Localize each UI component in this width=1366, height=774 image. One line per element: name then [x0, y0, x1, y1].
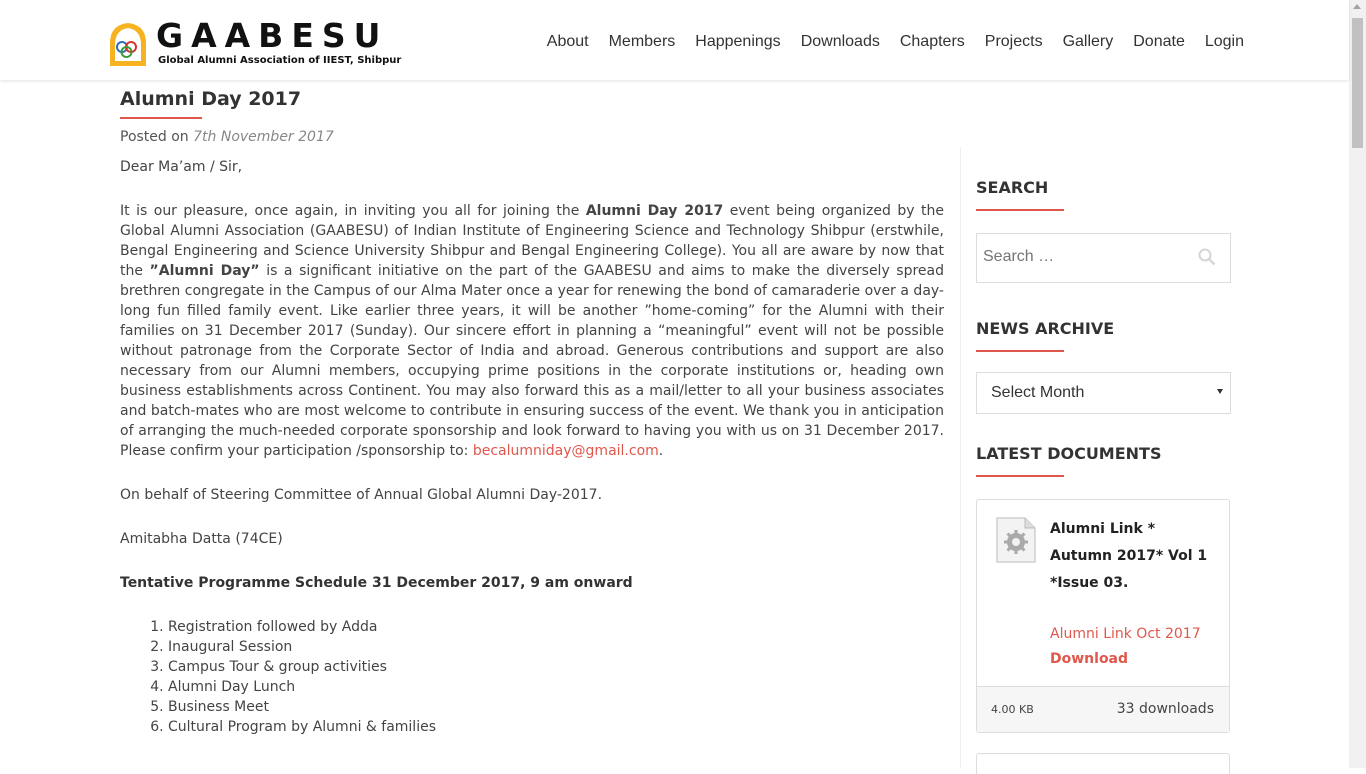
main-nav [547, 33, 1244, 51]
schedule-heading: Tentative Programme Schedule 31 December 2017, 9 am onward [120, 575, 633, 591]
document-link[interactable]: Alumni Link Oct 2017 [1050, 626, 1201, 642]
document-card-body [977, 500, 1229, 686]
list-item: 4. Alumni Day Lunch [168, 677, 944, 697]
nav-login[interactable]: Login [1204, 33, 1244, 50]
list-item: 2. Inaugural Session [168, 637, 944, 657]
nav-members[interactable]: Members [608, 33, 676, 50]
list-item: 6. Cultural Program by Alumni & families [168, 717, 944, 737]
download-link[interactable]: Download [1050, 651, 1129, 667]
sidebar [976, 80, 1230, 774]
schedule-list [120, 617, 944, 737]
document-card [976, 499, 1230, 733]
site-header [0, 0, 1349, 80]
document-gear-icon[interactable] [995, 516, 1037, 564]
site-logo[interactable] [106, 16, 406, 70]
search-icon[interactable] [1198, 248, 1216, 266]
nav-about[interactable]: About [546, 33, 589, 50]
title-underline [120, 117, 202, 119]
list-item: 3. Campus Tour & group activities [168, 657, 944, 677]
document-title[interactable]: Alumni Link * Autumn 2017* Vol 1 *Issue 03. [1050, 521, 1208, 591]
archive-widget-title: NEWS ARCHIVE [976, 319, 1115, 338]
post-article [120, 80, 944, 737]
invitation-paragraph [120, 201, 944, 461]
widget-underline [976, 209, 1064, 211]
document-size: 4.00 KB [991, 703, 1034, 716]
alumni-day-emphasis: ”Alumni Day” [149, 263, 260, 279]
search-widget-title: SEARCH [976, 178, 1049, 197]
archive-month-select[interactable] [976, 372, 1231, 414]
text-segment: It is our pleasure, once again, in inviting you all for joining the [120, 203, 586, 219]
post-title: Alumni Day 2017 [120, 88, 302, 110]
posted-label: Posted on [120, 129, 189, 145]
nav-gallery[interactable]: Gallery [1062, 33, 1114, 50]
archive-selected-value: Select Month [991, 384, 1085, 401]
nav-chapters[interactable]: Chapters [899, 33, 965, 50]
text-segment: event being organized by the Global Alumni Association (GAABESU) of Indian Institute of Engineering Science and Technology Shibpur (erstwhile, Bengal Engineering and Science University Shibpur and Bengal Engineering College). You all are aware by now that the [120, 203, 944, 279]
archive-widget [976, 319, 1230, 414]
documents-widget-title: LATEST DOCUMENTS [976, 444, 1162, 463]
search-box [976, 233, 1231, 283]
post-meta [120, 129, 944, 145]
posted-date[interactable]: 7th November 2017 [193, 129, 334, 145]
contact-email-link[interactable]: becalumniday@gmail.com [472, 443, 659, 459]
post-content [120, 157, 944, 737]
scroll-up-arrow-icon[interactable] [1353, 4, 1361, 9]
logo-wordmark: GAABESU [156, 16, 389, 55]
event-name: Alumni Day 2017 [585, 203, 724, 219]
download-count: 33 downloads [1116, 701, 1214, 717]
widget-underline [976, 475, 1064, 477]
document-card [976, 753, 1230, 774]
document-card-footer [977, 686, 1229, 732]
nav-downloads[interactable]: Downloads [800, 33, 880, 50]
signature: Amitabha Datta (74CE) [120, 531, 283, 547]
text-segment: is a significant initiative on the part of the GAABESU and aims to make the diversely spread brethren congregate in the Campus of our Alma Mater once a year for renewing the bond of camaraderie over a day-long fun filled family event. Like earlier three years, it will be another ”home-coming” for the Alumni with their families on 31 December 2017 (Sunday). Our sincere effort in planning a “meaningful” event will not be possible without patronage from the Corporate Sector of India and abroad. Generous contributions and support are also necessary from our Alumni members, occupying prime positions in the corporate institutions or, heading own business establishments across Continent. You may also forward this as a mail/letter to all your business associates and batch-mates who are most welcome to contribute in ensuring success of the event. We thank you in anticipation of arranging the much-needed corporate sponsorship and look forward to having you with us on 31 December 2017. Please confirm your participation /sponsorship to: [120, 263, 944, 459]
search-widget [976, 178, 1230, 283]
list-item: 5. Business Meet [168, 697, 944, 717]
chevron-down-icon [1217, 389, 1223, 394]
nav-donate[interactable]: Donate [1133, 33, 1185, 50]
nav-projects[interactable]: Projects [984, 33, 1043, 50]
logo-tagline: Global Alumni Association of IIEST, Shibpur [158, 55, 402, 66]
sidebar-divider [960, 147, 961, 768]
widget-underline [976, 350, 1064, 352]
documents-widget [976, 444, 1230, 774]
committee-paragraph: On behalf of Steering Committee of Annual Global Alumni Day-2017. [120, 487, 603, 503]
text-segment: . [658, 443, 664, 459]
page-scrollbar[interactable] [1349, 0, 1366, 768]
document-link-group [1050, 622, 1220, 672]
nav-happenings[interactable]: Happenings [695, 33, 781, 50]
search-input[interactable] [977, 234, 1183, 280]
scroll-thumb[interactable] [1352, 18, 1363, 148]
list-item: 1. Registration followed by Adda [168, 617, 944, 637]
salutation: Dear Ma’am / Sir, [120, 159, 243, 175]
logo-emblem-icon [106, 21, 150, 68]
